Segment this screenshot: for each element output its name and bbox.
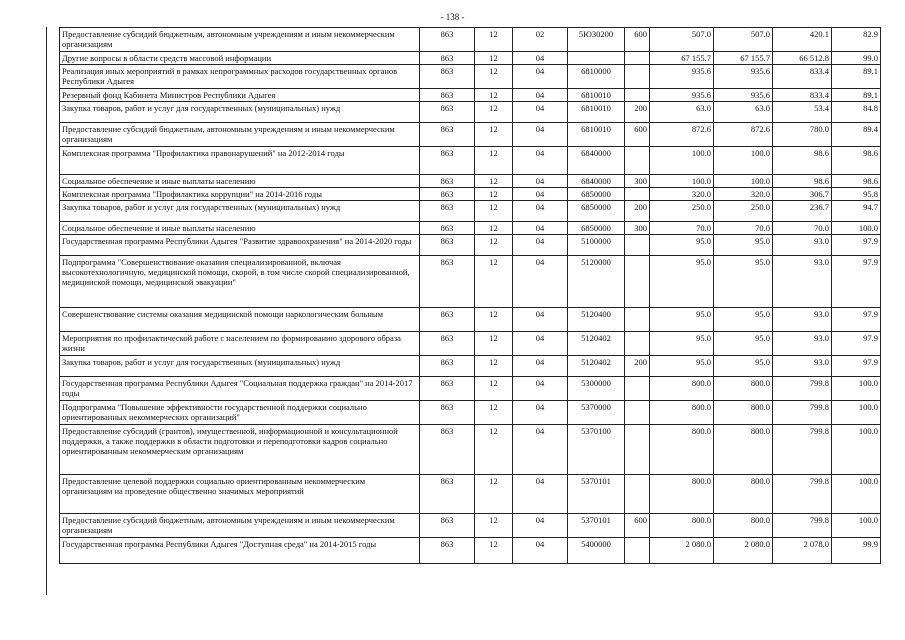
cell-utv: 95.0: [714, 256, 773, 308]
cell-utv: 935.6: [714, 65, 773, 89]
cell-rz: 12: [475, 222, 513, 235]
cell-pct: 99.0: [832, 52, 881, 65]
cell-pr: 04: [513, 102, 568, 123]
cell-name: Предоставление целевой поддержки социально ориентированным некоммерческим организациям на проведение общественно значимых мероприятий: [60, 475, 420, 514]
cell-pct: 100.0: [832, 425, 881, 475]
table-row: [60, 147, 881, 175]
table-row: [60, 188, 881, 201]
cell-pr: 04: [513, 332, 568, 356]
cell-ved: 863: [420, 123, 475, 147]
cell-pr: 04: [513, 89, 568, 102]
cell-pct: 95.8: [832, 188, 881, 201]
cell-csr: 5120000: [568, 256, 625, 308]
cell-pr: 04: [513, 201, 568, 222]
table-row: [60, 52, 881, 65]
cell-rz: 12: [475, 332, 513, 356]
cell-utv: 507.0: [714, 28, 773, 52]
cell-isp: 799.8: [773, 401, 832, 425]
cell-name: Предоставление субсидий (грантов), имущественной, информационной и консультационной поддержки, а также поддержки в области подготовки и переподготовки кадров социально ориентированным некоммерческим организациям: [60, 425, 420, 475]
cell-plan: 100.0: [650, 147, 714, 175]
cell-vr: [625, 147, 650, 175]
cell-name: Государственная программа Республики Адыгея "Развитие здравоохранения" на 2014-2020 годы: [60, 235, 420, 256]
cell-rz: 12: [475, 123, 513, 147]
cell-csr: 6810010: [568, 123, 625, 147]
cell-rz: 12: [475, 475, 513, 514]
cell-rz: 12: [475, 256, 513, 308]
cell-csr: 5370000: [568, 401, 625, 425]
cell-isp: 93.0: [773, 256, 832, 308]
table-row: [60, 356, 881, 377]
cell-pct: 97.9: [832, 308, 881, 332]
cell-csr: 6810000: [568, 65, 625, 89]
cell-csr: 6840000: [568, 175, 625, 188]
table-row: [60, 222, 881, 235]
cell-plan: 67 155.7: [650, 52, 714, 65]
cell-pr: 04: [513, 425, 568, 475]
table-row: [60, 475, 881, 514]
cell-vr: 200: [625, 102, 650, 123]
cell-vr: [625, 65, 650, 89]
table-row: [60, 308, 881, 332]
cell-plan: 800.0: [650, 475, 714, 514]
cell-pr: 04: [513, 377, 568, 401]
table-row: [60, 514, 881, 538]
cell-pct: 97.9: [832, 332, 881, 356]
cell-ved: 863: [420, 332, 475, 356]
cell-ved: 863: [420, 52, 475, 65]
cell-ved: 863: [420, 235, 475, 256]
cell-utv: 800.0: [714, 401, 773, 425]
cell-utv: 800.0: [714, 425, 773, 475]
cell-pct: 84.8: [832, 102, 881, 123]
table-row: [60, 256, 881, 308]
cell-plan: 2 080.0: [650, 538, 714, 564]
cell-rz: 12: [475, 514, 513, 538]
cell-rz: 12: [475, 235, 513, 256]
cell-plan: 800.0: [650, 425, 714, 475]
cell-ved: 863: [420, 308, 475, 332]
cell-csr: 6840000: [568, 147, 625, 175]
cell-name: Предоставление субсидий бюджетным, автономным учреждениям и иным некоммерческим организациям: [60, 514, 420, 538]
cell-pct: 97.9: [832, 256, 881, 308]
cell-pr: 04: [513, 175, 568, 188]
cell-ved: 863: [420, 538, 475, 564]
cell-name: Резервный фонд Кабинета Министров Республики Адыгея: [60, 89, 420, 102]
cell-csr: 5Ю30200: [568, 28, 625, 52]
cell-csr: 5370101: [568, 475, 625, 514]
table-row: [60, 175, 881, 188]
cell-csr: 5100000: [568, 235, 625, 256]
cell-csr: 6850000: [568, 188, 625, 201]
cell-utv: 2 080.0: [714, 538, 773, 564]
cell-ved: 863: [420, 175, 475, 188]
cell-name: Закупка товаров, работ и услуг для государственных (муниципальных) нужд: [60, 201, 420, 222]
table-row: [60, 235, 881, 256]
cell-pct: 100.0: [832, 401, 881, 425]
cell-vr: [625, 89, 650, 102]
cell-utv: 800.0: [714, 377, 773, 401]
cell-isp: 833.4: [773, 89, 832, 102]
cell-ved: 863: [420, 377, 475, 401]
cell-plan: 95.0: [650, 308, 714, 332]
cell-name: Государственная программа Республики Адыгея "Доступная среда" на 2014-2015 годы: [60, 538, 420, 564]
cell-csr: 6850000: [568, 201, 625, 222]
cell-name: Предоставление субсидий бюджетным, автономным учреждениям и иным некоммерческим организациям: [60, 123, 420, 147]
cell-vr: 600: [625, 123, 650, 147]
cell-isp: 2 078.0: [773, 538, 832, 564]
cell-utv: 70.0: [714, 222, 773, 235]
cell-utv: 95.0: [714, 235, 773, 256]
cell-rz: 12: [475, 89, 513, 102]
cell-pct: 98.6: [832, 147, 881, 175]
cell-isp: 306.7: [773, 188, 832, 201]
cell-vr: [625, 401, 650, 425]
cell-rz: 12: [475, 356, 513, 377]
table-row: [60, 65, 881, 89]
cell-rz: 12: [475, 538, 513, 564]
cell-vr: 600: [625, 514, 650, 538]
cell-plan: 95.0: [650, 356, 714, 377]
table-row: [60, 538, 881, 564]
cell-pr: 04: [513, 256, 568, 308]
cell-name: Подпрограмма "Повышение эффективности государственной поддержки социально ориентированных некоммерческих организаций": [60, 401, 420, 425]
cell-pr: 04: [513, 188, 568, 201]
cell-vr: [625, 256, 650, 308]
cell-isp: 98.6: [773, 147, 832, 175]
cell-utv: 320.0: [714, 188, 773, 201]
cell-plan: 250.0: [650, 201, 714, 222]
cell-vr: 200: [625, 201, 650, 222]
cell-rz: 12: [475, 308, 513, 332]
cell-isp: 833.4: [773, 65, 832, 89]
cell-pr: 04: [513, 65, 568, 89]
cell-plan: 872.6: [650, 123, 714, 147]
cell-ved: 863: [420, 201, 475, 222]
cell-pr: 04: [513, 514, 568, 538]
cell-utv: 95.0: [714, 308, 773, 332]
cell-vr: [625, 52, 650, 65]
table-row: [60, 123, 881, 147]
cell-rz: 12: [475, 175, 513, 188]
table-row: [60, 425, 881, 475]
cell-csr: 6850000: [568, 222, 625, 235]
cell-rz: 12: [475, 28, 513, 52]
cell-plan: 95.0: [650, 332, 714, 356]
table-row: [60, 201, 881, 222]
cell-name: Комплексная программа "Профилактика правонарушений" на 2012-2014 годы: [60, 147, 420, 175]
cell-utv: 800.0: [714, 475, 773, 514]
cell-pct: 89.1: [832, 65, 881, 89]
cell-name: Комплексная программа "Профилактика коррупции" на 2014-2016 годы: [60, 188, 420, 201]
cell-pct: 82.9: [832, 28, 881, 52]
cell-pct: 99.9: [832, 538, 881, 564]
cell-csr: [568, 52, 625, 65]
cell-pct: 94.7: [832, 201, 881, 222]
cell-isp: 799.8: [773, 377, 832, 401]
cell-plan: 935.6: [650, 89, 714, 102]
page-number: - 138 -: [440, 12, 465, 22]
cell-utv: 63.0: [714, 102, 773, 123]
table-row: [60, 332, 881, 356]
cell-isp: 93.0: [773, 308, 832, 332]
cell-ved: 863: [420, 222, 475, 235]
cell-name: Подпрограмма "Совершенствование оказания специализированной, включая высокотехнологичную, медицинской помощи, скорой, в том числе скорой специализированной, медицинской помощи, медицинской эвакуации": [60, 256, 420, 308]
cell-isp: 799.8: [773, 475, 832, 514]
cell-utv: 800.0: [714, 514, 773, 538]
cell-vr: [625, 188, 650, 201]
cell-rz: 12: [475, 65, 513, 89]
cell-plan: 800.0: [650, 514, 714, 538]
cell-isp: 98.6: [773, 175, 832, 188]
cell-pr: 04: [513, 538, 568, 564]
cell-csr: 5120402: [568, 356, 625, 377]
cell-utv: 100.0: [714, 147, 773, 175]
cell-vr: 600: [625, 28, 650, 52]
cell-rz: 12: [475, 377, 513, 401]
cell-name: Закупка товаров, работ и услуг для государственных (муниципальных) нужд: [60, 102, 420, 123]
cell-isp: 780.0: [773, 123, 832, 147]
cell-csr: 6810010: [568, 89, 625, 102]
cell-isp: 420.1: [773, 28, 832, 52]
cell-name: Закупка товаров, работ и услуг для государственных (муниципальных) нужд: [60, 356, 420, 377]
cell-ved: 863: [420, 65, 475, 89]
cell-rz: 12: [475, 188, 513, 201]
cell-isp: 66 512.8: [773, 52, 832, 65]
cell-utv: 872.6: [714, 123, 773, 147]
cell-csr: 5370100: [568, 425, 625, 475]
cell-name: Другие вопросы в области средств массовой информации: [60, 52, 420, 65]
cell-pr: 04: [513, 123, 568, 147]
cell-plan: 507.0: [650, 28, 714, 52]
cell-pr: 04: [513, 401, 568, 425]
cell-rz: 12: [475, 425, 513, 475]
cell-ved: 863: [420, 514, 475, 538]
cell-vr: [625, 235, 650, 256]
cell-pr: 04: [513, 147, 568, 175]
cell-utv: 67 155.7: [714, 52, 773, 65]
cell-pr: 04: [513, 356, 568, 377]
cell-rz: 12: [475, 52, 513, 65]
cell-isp: 93.0: [773, 356, 832, 377]
cell-pct: 97.9: [832, 235, 881, 256]
cell-plan: 95.0: [650, 235, 714, 256]
cell-rz: 12: [475, 401, 513, 425]
cell-ved: 863: [420, 356, 475, 377]
cell-isp: 799.8: [773, 514, 832, 538]
cell-pct: 98.6: [832, 175, 881, 188]
cell-vr: [625, 538, 650, 564]
cell-plan: 800.0: [650, 377, 714, 401]
cell-utv: 95.0: [714, 356, 773, 377]
cell-pr: 04: [513, 235, 568, 256]
cell-pct: 100.0: [832, 475, 881, 514]
cell-pr: 04: [513, 475, 568, 514]
cell-plan: 95.0: [650, 256, 714, 308]
cell-plan: 320.0: [650, 188, 714, 201]
cell-csr: 6810010: [568, 102, 625, 123]
cell-utv: 935.6: [714, 89, 773, 102]
cell-rz: 12: [475, 102, 513, 123]
cell-ved: 863: [420, 102, 475, 123]
cell-ved: 863: [420, 475, 475, 514]
cell-ved: 863: [420, 147, 475, 175]
cell-ved: 863: [420, 89, 475, 102]
cell-rz: 12: [475, 201, 513, 222]
cell-isp: 799.8: [773, 425, 832, 475]
cell-name: Реализация иных мероприятий в рамках непрограммных расходов государственных органов Республики Адыгея: [60, 65, 420, 89]
cell-name: Социальное обеспечение и иные выплаты населению: [60, 175, 420, 188]
cell-plan: 70.0: [650, 222, 714, 235]
cell-pr: 04: [513, 308, 568, 332]
cell-pct: 100.0: [832, 514, 881, 538]
cell-pct: 89.4: [832, 123, 881, 147]
cell-pct: 97.9: [832, 356, 881, 377]
cell-utv: 100.0: [714, 175, 773, 188]
cell-pr: 04: [513, 52, 568, 65]
cell-vr: 200: [625, 356, 650, 377]
cell-vr: [625, 425, 650, 475]
cell-vr: [625, 377, 650, 401]
cell-isp: 93.0: [773, 235, 832, 256]
table-row: [60, 102, 881, 123]
cell-plan: 935.6: [650, 65, 714, 89]
cell-pr: 04: [513, 222, 568, 235]
cell-csr: 5370101: [568, 514, 625, 538]
cell-vr: 300: [625, 175, 650, 188]
cell-vr: 300: [625, 222, 650, 235]
table-row: [60, 401, 881, 425]
cell-vr: [625, 332, 650, 356]
cell-rz: 12: [475, 147, 513, 175]
left-margin-column: [46, 27, 60, 595]
cell-csr: 5300000: [568, 377, 625, 401]
cell-ved: 863: [420, 188, 475, 201]
table-row: [60, 89, 881, 102]
table-row: [60, 377, 881, 401]
cell-utv: 95.0: [714, 332, 773, 356]
cell-pct: 100.0: [832, 377, 881, 401]
cell-isp: 70.0: [773, 222, 832, 235]
cell-plan: 100.0: [650, 175, 714, 188]
cell-isp: 93.0: [773, 332, 832, 356]
cell-csr: 5120402: [568, 332, 625, 356]
cell-name: Социальное обеспечение и иные выплаты населению: [60, 222, 420, 235]
budget-table: [59, 27, 881, 564]
cell-ved: 863: [420, 256, 475, 308]
table-row: [60, 28, 881, 52]
cell-utv: 250.0: [714, 201, 773, 222]
cell-ved: 863: [420, 425, 475, 475]
cell-csr: 5120400: [568, 308, 625, 332]
cell-pct: 89.1: [832, 89, 881, 102]
cell-vr: [625, 308, 650, 332]
cell-name: Государственная программа Республики Адыгея "Социальная поддержка граждан" на 2014-2017 годы: [60, 377, 420, 401]
cell-ved: 863: [420, 28, 475, 52]
cell-name: Совершенствование системы оказания медицинской помощи наркологическим больным: [60, 308, 420, 332]
cell-pr: 02: [513, 28, 568, 52]
cell-isp: 236.7: [773, 201, 832, 222]
cell-isp: 53.4: [773, 102, 832, 123]
cell-pct: 100.0: [832, 222, 881, 235]
cell-name: Предоставление субсидий бюджетным, автономным учреждениям и иным некоммерческим организациям: [60, 28, 420, 52]
cell-csr: 5400000: [568, 538, 625, 564]
cell-plan: 63.0: [650, 102, 714, 123]
cell-vr: [625, 475, 650, 514]
cell-plan: 800.0: [650, 401, 714, 425]
cell-ved: 863: [420, 401, 475, 425]
cell-name: Мероприятия по профилактической работе с населением по формированию здорового образа жизни: [60, 332, 420, 356]
